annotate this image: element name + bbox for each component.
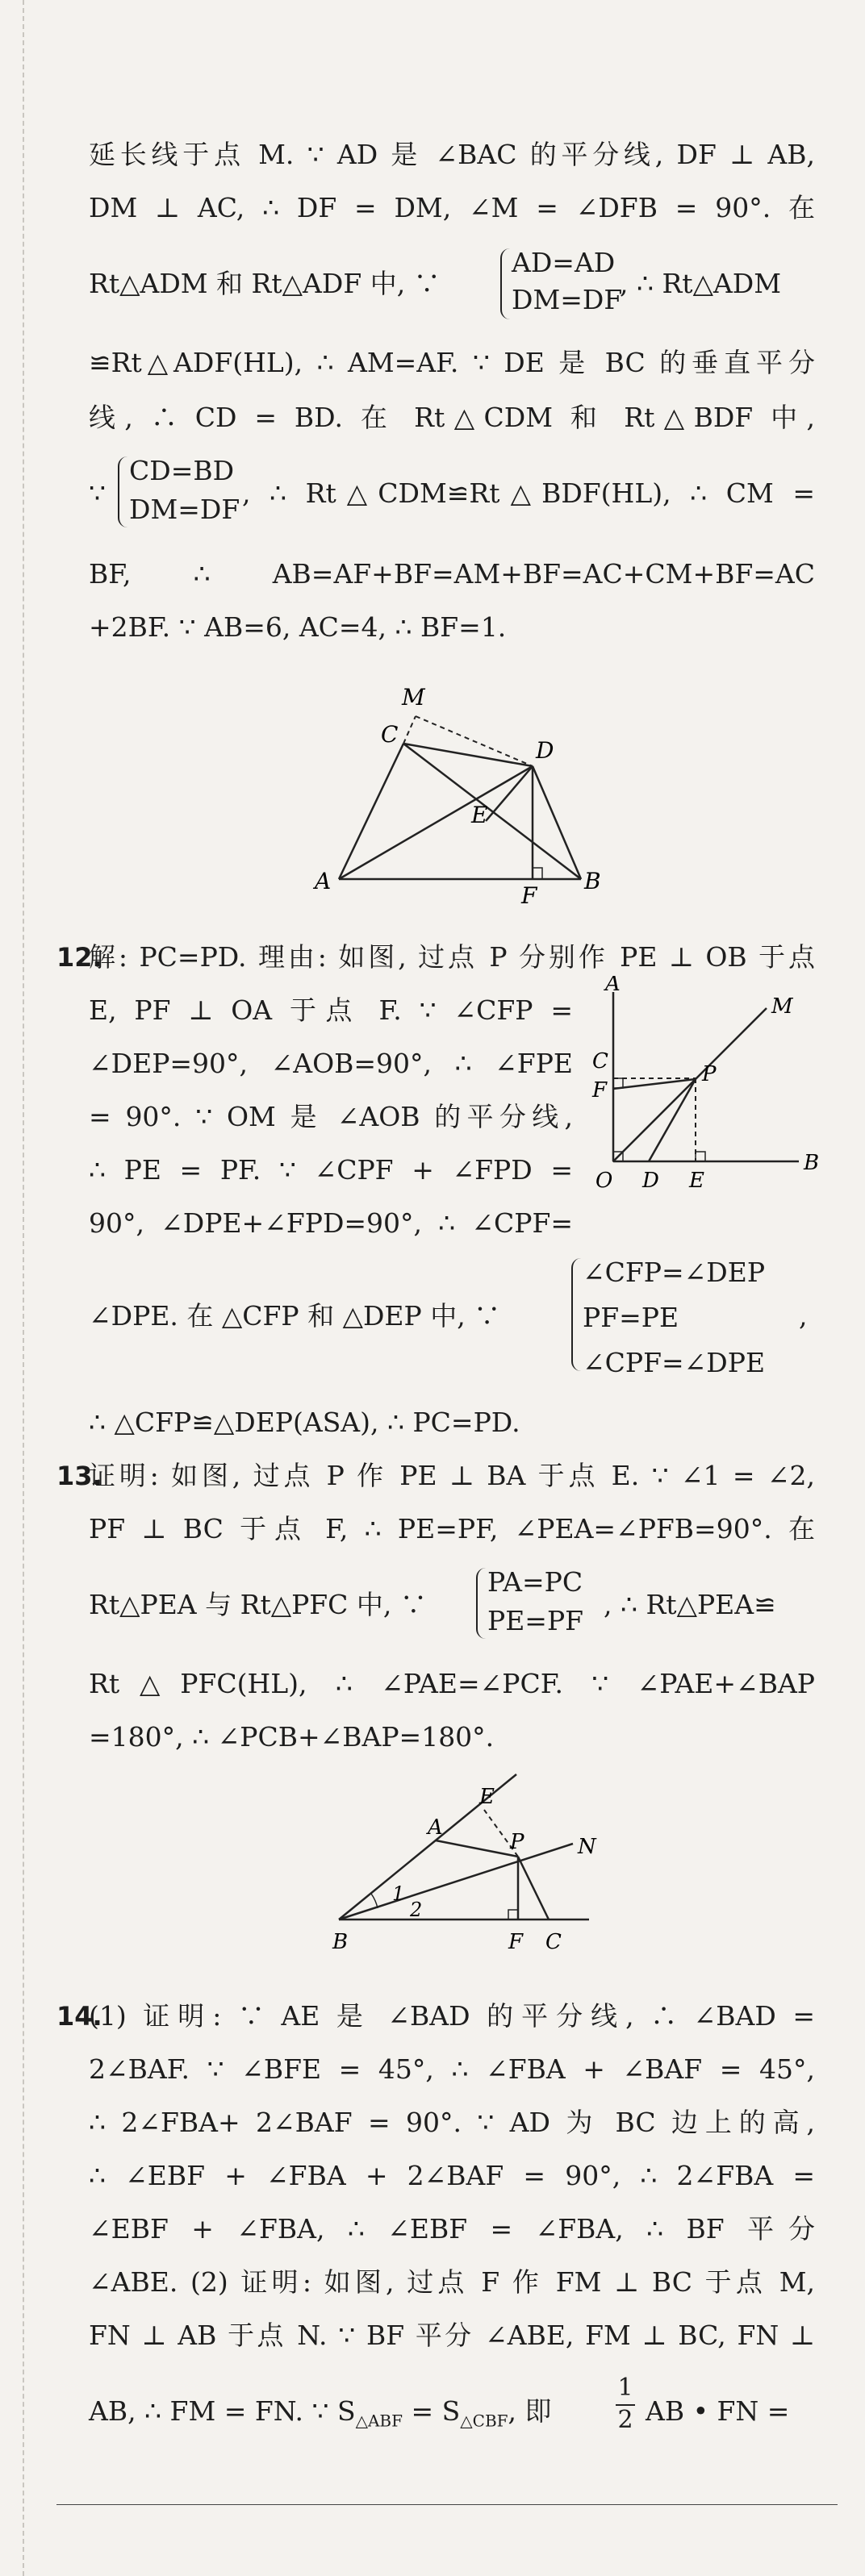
p11-brace-2 — [118, 456, 127, 527]
fig2-label-O: O — [595, 1169, 613, 1193]
p12-line-1: 解: PC=PD. 理由: 如图, 过点 P 分别作 PE ⊥ OB 于点 — [89, 941, 815, 973]
fig2-label-B: B — [804, 1151, 820, 1175]
p11-line-8: +2BF. ∵ AB=6, AC=4, ∴ BF=1. — [89, 611, 507, 643]
p13-brace — [476, 1568, 486, 1639]
p13-number: 13. — [56, 1461, 102, 1491]
p11-system-1-eq2: DM=DF — [512, 284, 623, 315]
p14-line-7: FN ⊥ AB 于点 N. ∵ BF 平分 ∠ABE, FM ⊥ BC, FN ⊥ — [89, 2320, 815, 2351]
fig3-label-B: B — [332, 1930, 349, 1954]
p13-system-eq2: PE=PF — [487, 1605, 584, 1636]
p12-system-eq1: ∠CFP=∠DEP — [583, 1257, 766, 1288]
p11-line-5: 线, ∴ CD = BD. 在 Rt△CDM 和 Rt△BDF 中, — [89, 402, 815, 433]
p13-line-1: 证明: 如图, 过点 P 作 PE ⊥ BA 于点 E. ∵ ∠1 = ∠2, — [89, 1460, 815, 1491]
p12-line-3: ∠DEP=90°, ∠AOB=90°, ∴ ∠FPE — [89, 1048, 573, 1079]
p12-line-4: = 90°. ∵ OM 是 ∠AOB 的平分线, — [89, 1101, 573, 1132]
bottom-rule — [56, 2504, 838, 2505]
p12-line-6: 90°, ∠DPE+∠FPD=90°, ∴ ∠CPF= — [89, 1207, 573, 1239]
p14-line-3: ∴ 2∠FBA+ 2∠BAF = 90°. ∵ AD 为 BC 边上的高, — [89, 2107, 815, 2138]
p11-line-6b: , ∴ Rt△CDM≌Rt△BDF(HL), ∴ CM = — [242, 477, 815, 509]
p13-system-eq1: PA=PC — [487, 1566, 583, 1598]
p14-line-8a: AB, ∴ FM = FN. ∵ S — [89, 2395, 356, 2427]
p14-number: 14. — [56, 2001, 102, 2032]
fig1-label-F: F — [521, 882, 537, 903]
p14-line-5: ∠EBF + ∠FBA, ∴ ∠EBF = ∠FBA, ∴ BF 平分 — [89, 2213, 815, 2245]
p12-line-5: ∴ PE = PF. ∵ ∠CPF + ∠FPD = — [89, 1154, 573, 1186]
fig2-label-D: D — [642, 1169, 659, 1193]
p12-brace — [571, 1258, 581, 1371]
p11-line-3b: , ∴ Rt△ADM — [620, 268, 782, 299]
p11-line-3a: Rt△ADM 和 Rt△ADF 中, ∵ — [89, 268, 441, 299]
p14-line-8c: , 即 — [508, 2395, 552, 2427]
p12-line-2: E, PF ⊥ OA 于点 F. ∵ ∠CFP = — [89, 994, 573, 1026]
p13-line-2: PF ⊥ BC 于点 F, ∴ PE=PF, ∠PEA=∠PFB=90°. 在 — [89, 1513, 815, 1544]
p11-system-2-eq1: CD=BD — [129, 455, 235, 486]
p12-number: 12. — [56, 942, 102, 973]
p13-line-4: Rt△PFC(HL), ∴ ∠PAE=∠PCF. ∵ ∠PAE+∠BAP — [89, 1668, 815, 1699]
p11-line-2: DM ⊥ AC, ∴ DF = DM, ∠M = ∠DFB = 90°. 在 — [89, 192, 815, 223]
fig3-label-E: E — [479, 1785, 495, 1809]
fig2-label-A: A — [605, 976, 621, 996]
fig3-label-F: F — [508, 1930, 524, 1954]
fig3-label-A: A — [428, 1815, 443, 1840]
p11-brace-1 — [500, 248, 510, 319]
p14-line-6: ∠ABE. (2) 证明: 如图, 过点 F 作 FM ⊥ BC 于点 M, — [89, 2266, 815, 2298]
figure-angle-bisector — [315, 1758, 621, 1960]
p12-line-7a: ∠DPE. 在 △CFP 和 △DEP 中, ∵ — [89, 1300, 501, 1332]
fig1-label-E: E — [471, 802, 488, 828]
p13-line-3a: Rt△PEA 与 Rt△PFC 中, ∵ — [89, 1589, 427, 1620]
fig1-label-M: M — [402, 684, 425, 711]
binding-margin-line — [23, 0, 24, 2576]
p14-sub-cbf: △CBF — [460, 2411, 508, 2431]
p12-system-eq2: PF=PE — [583, 1302, 679, 1333]
p14-line-4: ∴ ∠EBF + ∠FBA + 2∠BAF = 90°, ∴ 2∠FBA = — [89, 2160, 815, 2191]
p14-line-8-mid: = S — [403, 2395, 461, 2427]
fig2-label-F: F — [592, 1078, 608, 1103]
fig2-label-C: C — [592, 1049, 608, 1073]
p11-line-4: ≌Rt△ADF(HL), ∴ AM=AF. ∵ DE 是 BC 的垂直平分 — [89, 347, 815, 378]
p13-line-3b: , ∴ Rt△PEA≌ — [604, 1589, 776, 1620]
figure-triangle-abd — [307, 677, 613, 903]
p11-system-2-eq2: DM=DF — [129, 494, 240, 525]
fig3-label-C: C — [545, 1930, 562, 1954]
fig2-label-P: P — [702, 1062, 717, 1086]
p12-system-eq3: ∠CPF=∠DPE — [583, 1347, 766, 1378]
figure-angle-aob — [581, 976, 823, 1202]
p14-line-1: (1) 证明: ∵ AE 是 ∠BAD 的平分线, ∴ ∠BAD = — [89, 2000, 815, 2032]
fig2-label-M: M — [771, 994, 793, 1019]
fig1-label-B: B — [584, 868, 601, 894]
p14-sub-abf: △ABF — [355, 2411, 403, 2431]
fig2-label-E: E — [689, 1169, 704, 1193]
p14-fraction-den: 2 — [617, 2406, 633, 2434]
p11-line-7: BF, ∴ AB=AF+BF=AM+BF=AC+CM+BF=AC — [89, 558, 815, 590]
p11-line-6a: ∵ — [89, 477, 106, 509]
p14-line-8 — [89, 2394, 552, 2439]
p14-line-8d: AB • FN = — [646, 2395, 790, 2427]
fig1-label-A: A — [315, 868, 332, 894]
p14-fraction-num: 1 — [617, 2374, 633, 2402]
p12-line-8: ∴ △CFP≌△DEP(ASA), ∴ PC=PD. — [89, 1407, 520, 1438]
p11-system-1-eq1: AD=AD — [512, 247, 616, 278]
p13-line-5: =180°, ∴ ∠PCB+∠BAP=180°. — [89, 1721, 495, 1753]
p12-line-7b: , — [799, 1300, 808, 1332]
p11-line-1: 延长线于点 M. ∵ AD 是 ∠BAC 的平分线, DF ⊥ AB, — [89, 139, 815, 170]
fig3-label-angle-1: 1 — [392, 1882, 405, 1905]
fig3-label-P: P — [510, 1830, 524, 1854]
fig1-label-D: D — [536, 737, 554, 764]
fig3-label-N: N — [578, 1835, 596, 1859]
fig3-label-angle-2: 2 — [410, 1899, 423, 1921]
p14-line-2: 2∠BAF. ∵ ∠BFE = 45°, ∴ ∠FBA + ∠BAF = 45°, — [89, 2053, 815, 2085]
fig1-label-C: C — [381, 721, 399, 748]
